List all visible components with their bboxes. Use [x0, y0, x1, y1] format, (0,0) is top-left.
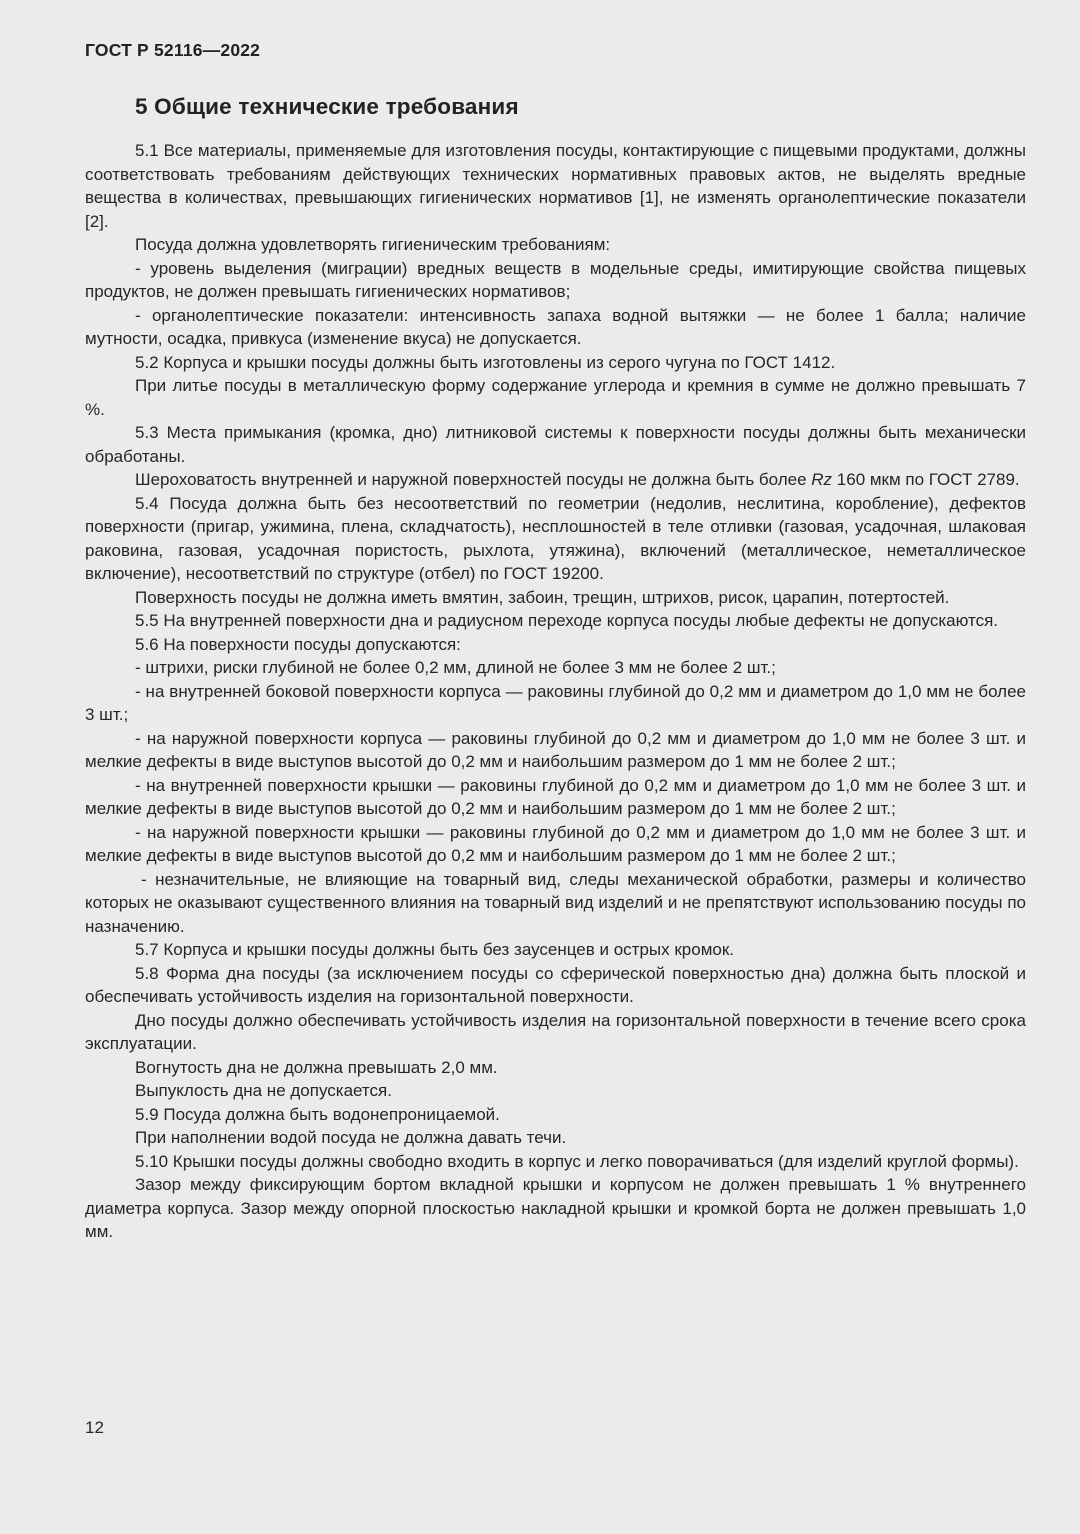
- paragraph-5-9: 5.9 Посуда должна быть водонепроницаемой.: [135, 1104, 500, 1124]
- paragraph-roughness: Шероховатость внутренней и наружной поверхностей посуды не должна быть более Rz 160 мкм по ГОСТ 2789.: [135, 470, 1020, 489]
- roughness-symbol: Rz: [811, 470, 833, 489]
- paragraph-5-8: 5.8 Форма дна посуды (за исключением посуды со сферической поверхностью дна) должна быть плоской и обеспечивать устойчивость изделия на горизонтальной поверхности.: [85, 963, 1026, 1006]
- list-item-outer-body: - на наружной поверхности корпуса — раковины глубиной до 0,2 мм и диаметром до 1,0 мм не более 3 шт. и мелкие дефекты в виде выступов высотой до 0,2 мм и наибольшим размером до 1 мм не более 2 шт.;: [85, 728, 1026, 771]
- list-item-organoleptic: - органолептические показатели: интенсивность запаха водной вытяжки — не более 1 балла; наличие мутности, осадка, привкуса (изменение вкуса) не допускается.: [85, 305, 1026, 348]
- paragraph-5-10: 5.10 Крышки посуды должны свободно входить в корпус и легко поворачиваться (для изделий круглой формы).: [135, 1151, 1019, 1171]
- paragraph-leak-test: При наполнении водой посуда не должна давать течи.: [135, 1128, 567, 1147]
- paragraph-5-5: 5.5 На внутренней поверхности дна и радиусном переходе корпуса посуды любые дефекты не допускаются.: [135, 611, 998, 630]
- paragraph-lid-gap: Зазор между фиксирующим бортом вкладной крышки и корпусом не должен превышать 1 % внутреннего диаметра корпуса. Зазор между опорной плоскостью накладной крышки и кромкой борта не должен превышать 1,0 мм.: [85, 1175, 1026, 1241]
- paragraph-5-7: 5.7 Корпуса и крышки посуды должны быть без заусенцев и острых кромок.: [135, 940, 735, 959]
- page-number: 12: [85, 1418, 104, 1437]
- paragraph-bottom-stability: Дно посуды должно обеспечивать устойчивость изделия на горизонтальной поверхности в течение всего срока эксплуатации.: [85, 1010, 1026, 1053]
- list-item-outer-lid: - на наружной поверхности крышки — раковины глубиной до 0,2 мм и диаметром до 1,0 мм не более 3 шт. и мелкие дефекты в виде выступов высотой до 0,2 мм и наибольшим размером до 1 мм не более 2 шт.;: [85, 822, 1026, 865]
- list-item-minor-marks: - незначительные, не влияющие на товарный вид, следы механической обработки, размеры и количество которых не оказывают существенного влияния на товарный вид изделий и не препятствуют использованию посуды по назначению.: [85, 869, 1026, 936]
- list-item-migration: - уровень выделения (миграции) вредных веществ в модельные среды, имитирующие свойства пищевых продуктов, не должен превышать гигиенических нормативов;: [85, 258, 1026, 301]
- section-title: 5 Общие технические требования: [135, 94, 519, 119]
- document-header-id: ГОСТ Р 52116—2022: [85, 40, 261, 60]
- paragraph-hygiene-intro: Посуда должна удовлетворять гигиеническим требованиям:: [135, 235, 611, 254]
- paragraph-5-6: 5.6 На поверхности посуды допускаются:: [135, 634, 461, 654]
- document-body: [85, 139, 1026, 1244]
- paragraph-5-2: 5.2 Корпуса и крышки посуды должны быть изготовлены из серого чугуна по ГОСТ 1412.: [135, 352, 836, 372]
- paragraph-concavity: Вогнутость дна не должна превышать 2,0 мм.: [135, 1057, 498, 1077]
- paragraph-5-4: 5.4 Посуда должна быть без несоответствий по геометрии (недолив, неслитина, коробление), дефектов поверхности (пригар, ужимина, плена, складчатость), несплошностей в теле отливки (газовая, усадочная, шлаковая раковина, газовая, усадочная пористость, рыхлота, утяжина), включений (металлическое, неметаллическое включение), несоответствий по структуре (отбел) по ГОСТ 19200.: [85, 493, 1026, 583]
- list-item-inner-lid: - на внутренней поверхности крышки — раковины глубиной до 0,2 мм и диаметром до 1,0 мм не более 3 шт. и мелкие дефекты в виде выступов высотой до 0,2 мм и наибольшим размером до 1 мм не более 2 шт.;: [85, 775, 1026, 818]
- list-item-scratches: - штрихи, риски глубиной не более 0,2 мм, длиной не более 3 мм не более 2 шт.;: [135, 658, 776, 677]
- list-item-inner-side-body: - на внутренней боковой поверхности корпуса — раковины глубиной до 0,2 мм и диаметром до 1,0 мм не более 3 шт.;: [85, 681, 1026, 724]
- paragraph-5-1: 5.1 Все материалы, применяемые для изготовления посуды, контактирующие с пищевыми продуктами, должны соответствовать требованиям действующих технических нормативных правовых актов, не выделять вредные вещества в количествах, превышающих гигиенических нормативов [1], не изменять органолептические показатели [2].: [85, 141, 1026, 231]
- paragraph-convexity: Выпуклость дна не допускается.: [135, 1081, 392, 1100]
- paragraph-surface-defects: Поверхность посуды не должна иметь вмятин, забоин, трещин, штрихов, рисок, царапин, потертостей.: [135, 587, 950, 607]
- paragraph-casting: При литье посуды в металлическую форму содержание углерода и кремния в сумме не должно превышать 7 %.: [85, 376, 1026, 419]
- paragraph-5-3: 5.3 Места примыкания (кромка, дно) литниковой системы к поверхности посуды должны быть механически обработаны.: [85, 423, 1026, 466]
